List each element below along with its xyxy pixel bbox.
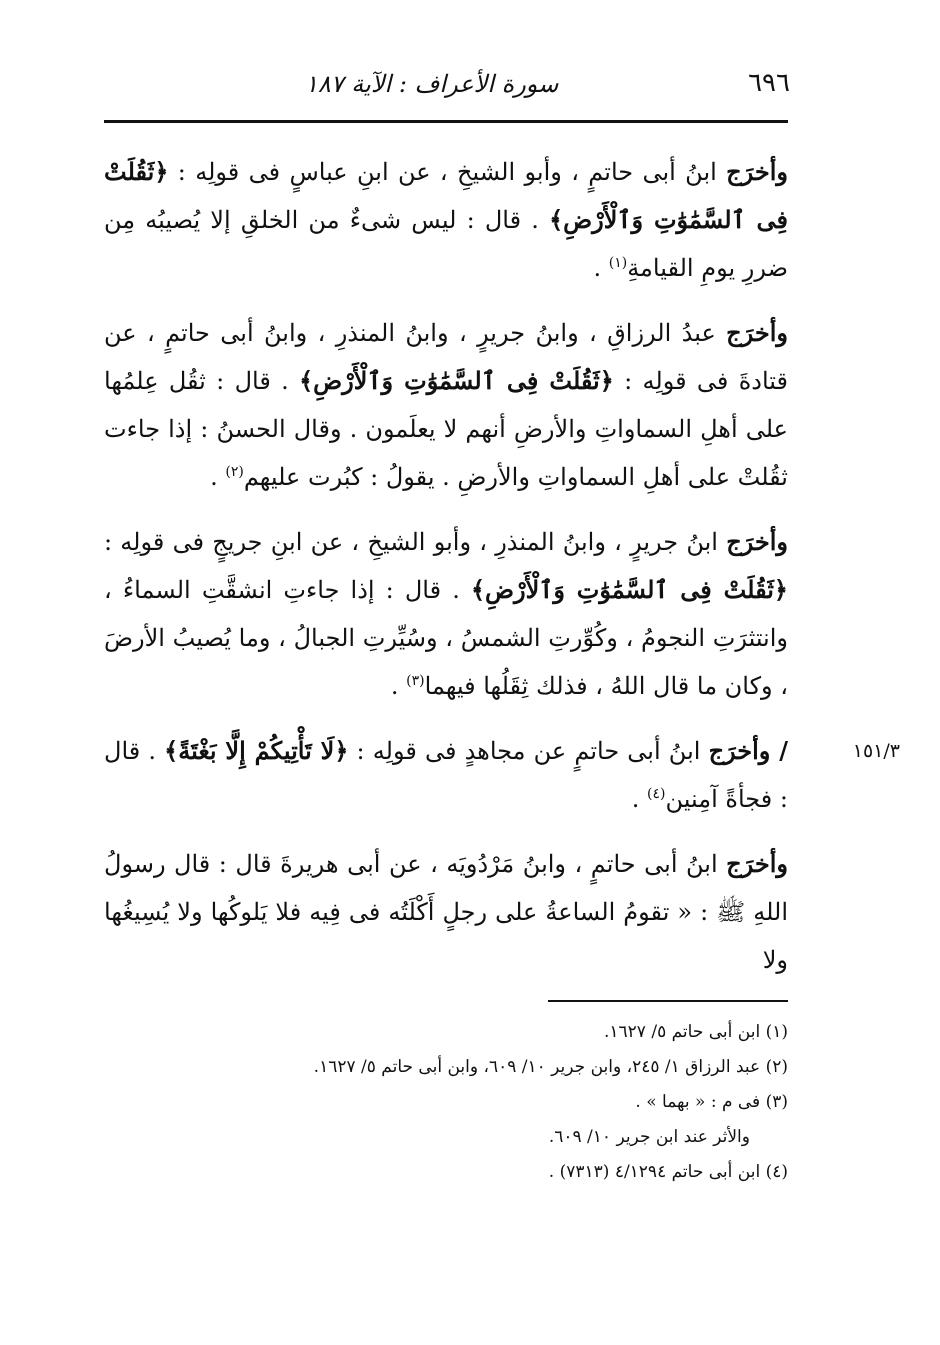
paragraph [104, 840, 788, 984]
paragraph-lead-word: وأخرَج [726, 849, 788, 878]
page-number: ٦٩٦ [748, 68, 790, 98]
paragraph-text: . قال : ليس شىءٌ من الخلقِ إلا يُصيبُه مِن ضررِ يومِ القيامةِ [104, 206, 788, 282]
footnote-ref[interactable]: (٤) [647, 786, 666, 802]
paragraph [104, 309, 788, 501]
quran-verse: ﴿ثَقُلَتْ فِى ٱلسَّمَٰوَٰتِ وَٱلْأَرْضِ﴾ [299, 366, 614, 395]
paragraph [104, 727, 900, 823]
footnote: (٣) فى م : « بهما » . [635, 1092, 788, 1112]
paragraph-lead-word: وأخرَج [726, 318, 788, 347]
paragraph-text: ابنُ أبى حاتمٍ عن مجاهدٍ فى قولِه : [348, 737, 709, 765]
paragraph-text: ابنُ جريرٍ ، وابنُ المنذرِ ، وأبو الشيخِ ، عن ابنِ جريجٍ فى قولِه : [104, 528, 727, 556]
paragraph-text: ابنُ أبى حاتمٍ ، وابنُ مَرْدُويَه ، عن أبى هريرةَ قال : قال رسولُ اللهِ ﷺ : « تقومُ الساعةُ على رجلٍ أَكْلَتُه فى فِيه فلا يَلوكُها ولا يُسِيغُها ولا [104, 850, 788, 974]
footnote-separator [548, 1000, 788, 1002]
paragraph-text: . قال : إذا جاءتِ انشقَّتِ السماءُ ، وانتثرَتِ النجومُ ، وكُوِّرتِ الشمسُ ، وسُيِّرتِ الجبالُ ، وما يُصيبُ الأرضَ ، وكان ما قال اللهُ ، فذلك ثِقَلُها فيهما [104, 576, 788, 700]
running-title: سورة الأعراف : الآية ١٨٧ [305, 70, 559, 98]
paragraph-text: ابنُ أبى حاتمٍ ، وأبو الشيخِ ، عن ابنِ عباسٍ فى قولِه : [168, 158, 727, 186]
paragraph-text: عبدُ الرزاقِ ، وابنُ جريرٍ ، وابنُ المنذرِ ، وابنُ أبى حاتمٍ ، عن قتادةَ فى قولِه : [104, 319, 789, 395]
paragraph-end: . [390, 672, 407, 700]
paragraph-lead-word: / وأخرَج [708, 736, 789, 765]
paragraph-lead-word: وأخرَج [726, 157, 788, 186]
quran-verse: ﴿ثَقُلَتْ فِى ٱلسَّمَٰوَٰتِ وَٱلْأَرْضِ﴾ [104, 157, 788, 234]
paragraph-end: . [593, 254, 609, 282]
paragraph [104, 148, 788, 292]
quran-verse: ﴿لَا تَأْتِيكُمْ إِلَّا بَغْتَةً﴾ [164, 736, 349, 765]
paragraph-text: . قال : ثقُل عِلمُها على أهلِ السماواتِ والأرضِ أنهم لا يعلَمون . وقال الحسنُ : إذا جاءت ثقُلتْ على أهلِ السماواتِ والأرضِ . يقولُ : كبُرت عليهم [104, 367, 788, 491]
page-header [100, 60, 790, 110]
footnote-ref[interactable]: (١) [608, 255, 628, 271]
footnote: (٢) عبد الرزاق ١/ ٢٤٥، وابن جرير ١٠/ ٦٠٩، وابن أبى حاتم ٥/ ١٦٢٧. [313, 1057, 788, 1077]
paragraph-text: . قال : فجأةً آمِنين [104, 737, 788, 813]
footnote-continuation: والأثر عند ابن جرير ١٠/ ٦٠٩. [548, 1127, 750, 1147]
footnote-ref[interactable]: (٣) [406, 673, 425, 689]
margin-reference: ١٥١/٣ [852, 740, 900, 762]
footnote: (٤) ابن أبى حاتم ٤/١٢٩٤ (٧٣١٣) . [548, 1162, 788, 1182]
paragraph-end: . [210, 463, 226, 491]
paragraph-end: . [631, 785, 648, 813]
body-text [104, 148, 900, 1001]
quran-verse: ﴿ثَقُلَتْ فِى ٱلسَّمَٰوَٰتِ وَٱلْأَرْضِ﴾ [470, 575, 788, 604]
footnotes [104, 1015, 788, 1190]
paragraph [104, 518, 788, 710]
footnote-ref[interactable]: (٢) [225, 464, 244, 480]
header-rule [104, 120, 788, 123]
paragraph-lead-word: وأخرَج [726, 527, 789, 556]
footnote: (١) ابن أبى حاتم ٥/ ١٦٢٧. [603, 1022, 788, 1042]
